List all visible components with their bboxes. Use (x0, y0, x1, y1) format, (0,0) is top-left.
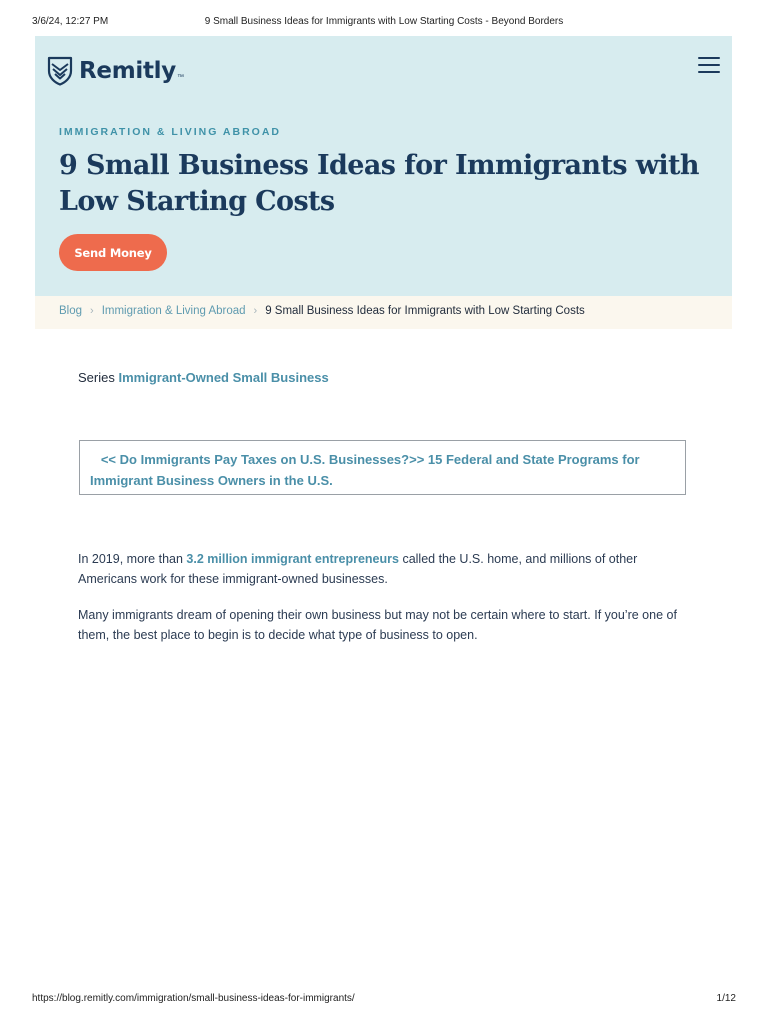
breadcrumb (59, 305, 585, 317)
print-footer (32, 993, 736, 1007)
intro-paragraph (78, 549, 690, 589)
send-money-button[interactable]: Send Money (59, 234, 167, 271)
page-title: 9 Small Business Ideas for Immigrants with Low Starting Costs (59, 150, 699, 217)
series-line (78, 370, 329, 385)
chevron-right-icon: › (90, 305, 94, 317)
menu-line (698, 57, 720, 59)
print-datetime: 3/6/24, 12:27 PM (32, 16, 109, 27)
hero-header (35, 36, 732, 296)
second-paragraph: Many immigrants dream of opening their own business but may not be certain where to start. If you’re one of them, the best place to begin is to decide what type of business to open. (78, 608, 677, 642)
print-page-number: 1/12 (716, 993, 736, 1004)
next-article-link[interactable]: >> 15 Federal and State Programs for Immigrant Business Owners in the U.S. (90, 452, 640, 488)
remitly-shield-icon (47, 56, 73, 86)
paragraph-text: called the U.S. home, and millions of other Americans work for these immigrant-owned businesses. (78, 552, 638, 586)
print-header (32, 16, 736, 30)
chevron-right-icon: › (253, 305, 258, 317)
series-link[interactable]: Immigrant-Owned Small Business (118, 370, 329, 385)
series-label: Series (78, 370, 115, 385)
breadcrumb-bar (35, 296, 732, 329)
breadcrumb-item-immigration[interactable]: Immigration & Living Abroad (101, 305, 246, 317)
print-url: https://blog.remitly.com/immigration/small-business-ideas-for-immigrants/ (32, 993, 355, 1004)
trademark-symbol: ™ (176, 74, 184, 81)
print-doc-title: 9 Small Business Ideas for Immigrants with Low Starting Costs - Beyond Borders (204, 16, 564, 27)
series-navigation (79, 440, 686, 495)
previous-article-link[interactable]: << Do Immigrants Pay Taxes on U.S. Businesses? (100, 452, 410, 467)
paragraph-text: In 2019, more than (78, 552, 187, 566)
breadcrumb-current: 9 Small Business Ideas for Immigrants with Low Starting Costs (265, 305, 585, 317)
entrepreneurs-stat-link[interactable]: 3.2 million immigrant entrepreneurs (186, 552, 399, 566)
menu-line (698, 64, 720, 66)
category-label[interactable]: IMMIGRATION & LIVING ABROAD (59, 126, 281, 138)
brand-wordmark: Remitly (79, 58, 176, 84)
breadcrumb-item-blog[interactable]: Blog (59, 305, 83, 317)
remitly-logo[interactable] (47, 55, 184, 87)
hamburger-menu-icon[interactable] (698, 57, 720, 73)
menu-line (698, 71, 720, 73)
